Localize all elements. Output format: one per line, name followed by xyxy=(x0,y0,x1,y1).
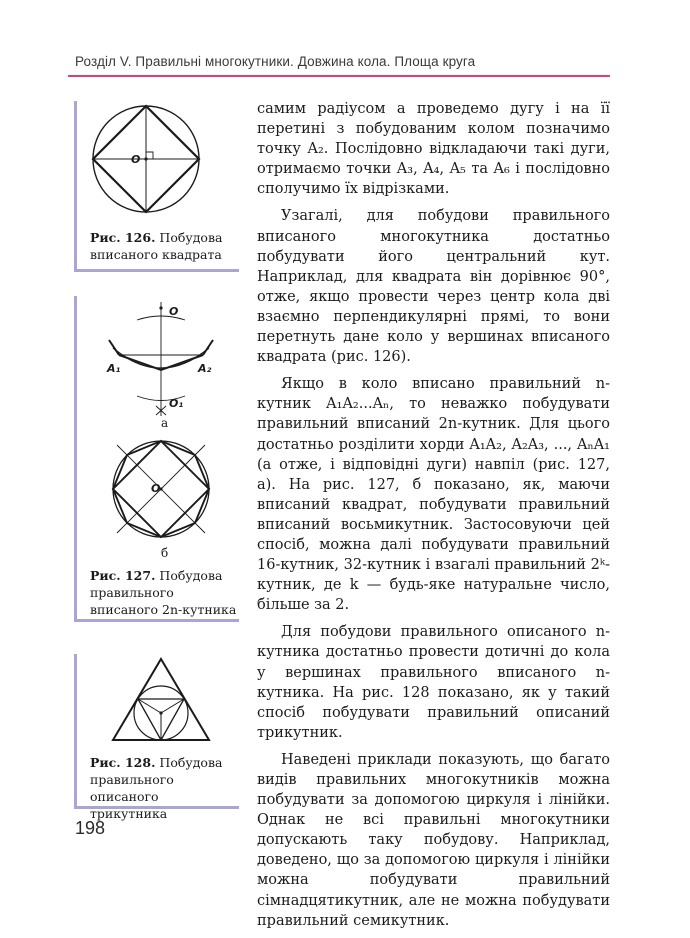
main-text xyxy=(257,99,610,938)
caption-number: Рис. 127. xyxy=(90,568,156,583)
octagon-construction xyxy=(113,441,209,537)
figure-127-caption xyxy=(90,567,237,618)
caption-number: Рис. 128. xyxy=(90,755,156,770)
figure-128-caption xyxy=(90,754,237,822)
point-o xyxy=(159,306,162,309)
figure-126-caption xyxy=(90,229,237,263)
figure-127-diagram xyxy=(77,296,239,561)
center-point-c xyxy=(159,711,162,714)
caption-number: Рис. 126. xyxy=(90,230,156,245)
center-point xyxy=(144,157,147,160)
paragraph-3: Якщо в коло вписано правильний n-кутник A₁A₂...Aₙ, то неважко побудувати правильний вписаний 2n-кутник. Для цього достатньо розділити хорди A₁A₂, A₂A₃, ..., AₙA₁ (а отже, і відповідні дуги) навпіл (рис. 127, а). На рис. 127, б показано, як, маючи вписаний квадрат, побудувати правильний вписаний восьмикутник. Застосовуючи цей спосіб, можна далі побудувати правильний 16-кутник, 32-кутник і взагалі правильний 2ᵏ-кутник, де k — будь-яке натуральне число, більше за 2. xyxy=(257,376,610,614)
running-header: Розділ V. Правильні многокутники. Довжина кола. Площа круга xyxy=(75,54,476,69)
label-center-o-b: O xyxy=(151,482,161,495)
paragraph-2: Узагалі, для побудови правильного вписаного многокутника достатньо побудувати його центральний кут. Наприклад, для квадрата він дорівнює 90°, отже, якщо провести через центр кола дві взаємно перпендикулярні прямі, то вони перетнуть дане коло у вершинах вписаного квадрата (рис. 126). xyxy=(257,208,610,366)
paragraph-5: Наведені приклади показують, що багато видів правильних многокутників можна побудувати за допомогою циркуля і лінійки. Однак не всі правильні многокутники допускають таку побудову. Наприклад, доведено, що за допомогою циркуля і лінійки можна побудувати правильний сімнадцятикутник, але не можна побудувати правильний семикутник. xyxy=(257,751,610,929)
paragraph-1: самим радіусом a проведемо дугу і на її перетині з побудованим колом позначимо точку A₂. Послідовно відкладаючи такі дуги, отримаємо точки A₃, A₄, A₅ та A₆ і послідовно сполучимо їх відрізками. xyxy=(257,101,610,198)
sublabel-b: б xyxy=(161,546,169,560)
label-center-o: O xyxy=(131,153,141,166)
page-number: 198 xyxy=(75,818,106,838)
label-o1: O₁ xyxy=(169,397,184,410)
caption-text: Побудова правильного вписаного 2n-кутника xyxy=(90,568,237,617)
side-left xyxy=(109,340,119,355)
figure-128-diagram xyxy=(77,654,239,746)
label-a2: A₂ xyxy=(198,362,212,375)
label-o: O xyxy=(169,305,179,318)
label-a1: A₁ xyxy=(107,362,121,375)
figure-126 xyxy=(74,101,239,272)
caption-text: Побудова правильного описаного трикутника xyxy=(90,755,223,821)
side-right xyxy=(203,340,213,355)
figure-127 xyxy=(74,296,239,622)
caption-text: Побудова вписаного квадрата xyxy=(90,230,223,262)
paragraph-4: Для побудови правильного описаного n-кутника достатньо провести дотичні до кола у вершинах правильного вписаного n-кутника. На рис. 128 показано, як у такий спосіб побудувати правильний описаний трикутник. xyxy=(257,624,610,741)
sublabel-a: а xyxy=(161,416,169,430)
header-rule xyxy=(68,75,610,77)
figure-128 xyxy=(74,654,239,821)
